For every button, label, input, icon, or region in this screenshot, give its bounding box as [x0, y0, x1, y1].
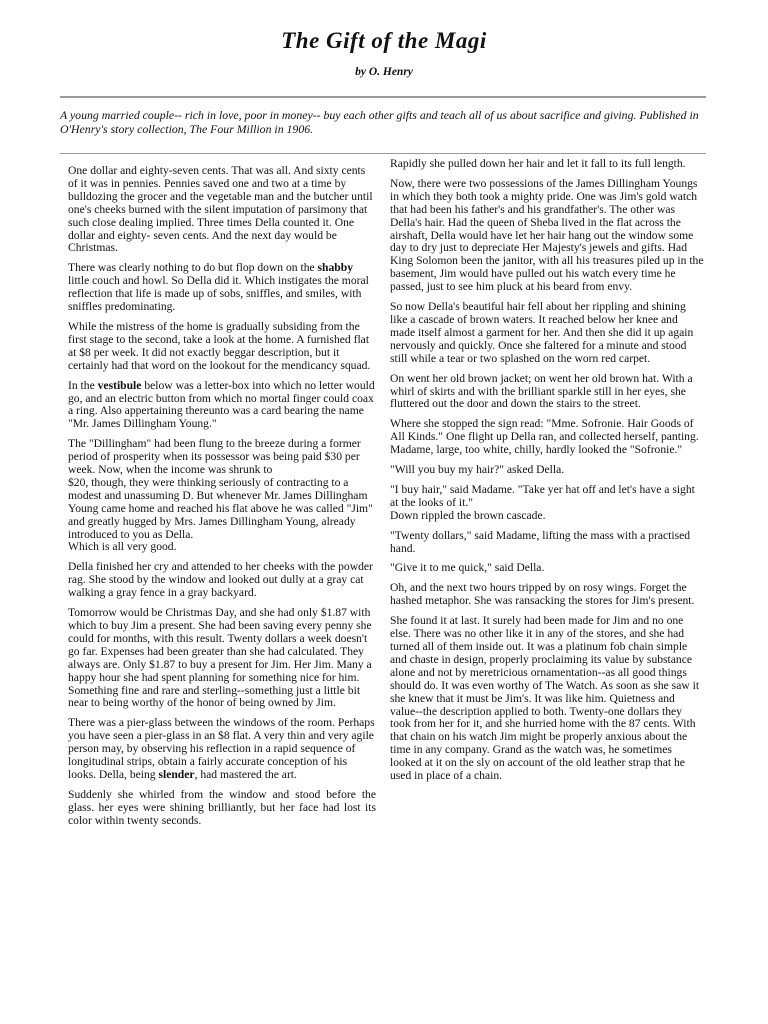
- paragraph: One dollar and eighty-seven cents. That was all. And sixty cents of it was in pennies. Pennies saved one and two at a time by bulldozing the grocer and the vegetable man and the butcher until one's cheeks burned with the silent imputation of parsimony that such close dealing implied. Three times Della counted it. One dollar and eighty- seven cents. And the next day would be Christmas.: [68, 164, 373, 255]
- abstract-divider: [60, 153, 706, 154]
- text-column-left: [68, 165, 376, 835]
- paragraph: The "Dillingham" had been flung to the breeze during a former period of prosperity when its possessor was being paid $30 per week. Now, when the income was shrunk to $20, though, they were thinking seriously of contracting to a modest and unassuming D. But whenever Mr. James Dillingham Young came home and reached his flat above he was called "Jim" and greatly hugged by Mrs. James Dillingham Young, already introduced to you as Della. Which is all very good.: [68, 437, 373, 554]
- author-byline: by O. Henry: [355, 66, 413, 78]
- paragraph: Suddenly she whirled from the window and stood before the glass. her eyes were shining brilliantly, but her face had lost its color within twenty seconds.: [68, 787, 376, 827]
- paragraph: "Will you buy my hair?" asked Della.: [390, 463, 565, 477]
- paragraph: Where she stopped the sign read: "Mme. Sofronie. Hair Goods of All Kinds." One flight up Della ran, and collected herself, panting. Madame, large, too white, chilly, hardly looked the "Sofronie.": [390, 417, 699, 457]
- emphasis-word: shabby: [317, 261, 353, 275]
- paragraph: Now, there were two possessions of the James Dillingham Youngs in which they both took a mighty pride. One was Jim's gold watch that had been his father's and his grandfather's. The other was Della's hair. Had the queen of Sheba lived in the flat across the airshaft, Della would have let her hair hang out the window some day to dry just to depreciate Her Majesty's jewels and gifts. Had King Solomon been the janitor, with all his treasures piled up in the basement, Jim would have pulled out his watch every time he passed, just to see him pluck at his beard from envy.: [390, 176, 704, 294]
- paragraph: So now Della's beautiful hair fell about her rippling and shining like a cascade of brown waters. It reached below her knee and made itself almost a garment for her. And then she did it up again nervously and quickly. Once she faltered for a minute and stood still while a tear or two splashed on the worn red carpet.: [390, 300, 694, 365]
- text-column-right: [390, 158, 704, 790]
- paragraph: In the vestibule below was a letter-box into which no letter would go, and an electric button from which no mortal finger could coax a ring. Also appertaining thereunto was a card bearing the name "Mr. James Dillingham Young.": [68, 378, 375, 431]
- story-title: The Gift of the Magi: [281, 28, 487, 53]
- paragraph: "Twenty dollars," said Madame, lifting the mass with a practised hand.: [390, 528, 691, 555]
- header-divider: [60, 96, 706, 98]
- paragraph: "I buy hair," said Madame. "Take yer hat off and let's have a sight at the looks of it." Down rippled the brown cascade.: [390, 482, 695, 522]
- paragraph: She found it at last. It surely had been made for Jim and no one else. There was no other like it in any of the stores, and she had turned all of them inside out. It was a platinum fob chain simple and chaste in design, properly proclaiming its value by substance alone and not by meretricious ornamentation--as all good things should do. It was even worthy of The Watch. As soon as she saw it she knew that it must be Jim's. It was like him. Quietness and value--the description applied to both. Twenty-one dollars they took from her for it, and she hurried home with the 87 cents. With that chain on his watch Jim might be properly anxious about the time in any company. Grand as the watch was, he sometimes looked at it on the sly on account of the old leather strap that he used in place of a chain.: [390, 614, 700, 783]
- paragraph: Della finished her cry and attended to her cheeks with the powder rag. She stood by the window and looked out dully at a gray cat walking a gray fence in a gray backyard.: [68, 560, 373, 600]
- emphasis-word: vestibule: [97, 378, 142, 392]
- paragraph: There was clearly nothing to do but flop down on the shabby little couch and howl. So Della did it. Which instigates the moral reflection that life is made up of sobs, sniffles, and smiles, with sniffles predominating.: [68, 261, 369, 314]
- paragraph: While the mistress of the home is gradually subsiding from the first stage to the second, take a look at the home. A furnished flat at $8 per week. It did not exactly beggar description, but it certainly had that word on the lookout for the mendicancy squad.: [68, 319, 371, 372]
- paragraph: Oh, and the next two hours tripped by on rosy wings. Forget the hashed metaphor. She was ransacking the stores for Jim's present.: [390, 581, 695, 608]
- paragraph: Tomorrow would be Christmas Day, and she had only $1.87 with which to buy Jim a present. She had been saving every penny she could for months, with this result. Twenty dollars a week doesn't go far. Expenses had been greater than she had calculated. They always are. Only $1.87 to buy a present for Jim. Her Jim. Many a happy hour she had spent planning for something nice for him. Something fine and rare and sterling--something just a little bit near to being worthy of the honor of being owned by Jim.: [68, 606, 372, 710]
- paragraph: On went her old brown jacket; on went her old brown hat. With a whirl of skirts and with the brilliant sparkle still in her eyes, she fluttered out the door and down the stairs to the street.: [390, 371, 693, 411]
- paragraph: "Give it to me quick," said Della.: [390, 561, 545, 575]
- paragraph: There was a pier-glass between the windows of the room. Perhaps you have seen a pier-glass in an $8 flat. A very thin and very agile person may, by observing his reflection in a rapid sequence of longitudinal strips, obtain a fairly accurate conception of his looks. Della, being slender, had mastered the art.: [68, 716, 375, 781]
- paragraph: Rapidly she pulled down her hair and let it fall to its full length.: [390, 157, 686, 170]
- emphasis-word: slender: [158, 767, 195, 781]
- story-abstract: A young married couple-- rich in love, poor in money-- buy each other gifts and teach all of us about sacrifice and giving. Published in O'Henry's story collection, The Four Million in 1906.: [60, 108, 699, 136]
